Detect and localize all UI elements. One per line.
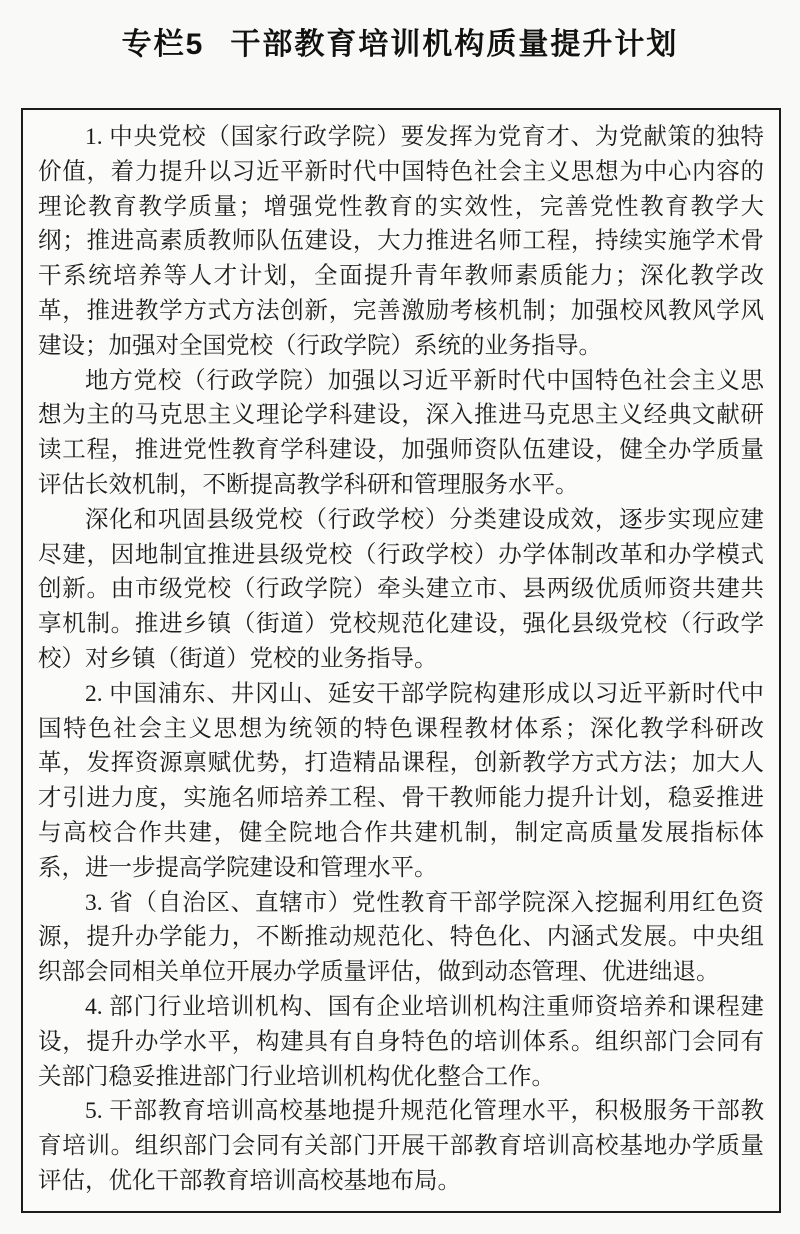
paragraph-1: 1. 中央党校（国家行政学院）要发挥为党育才、为党献策的独特价值，着力提升以习近平新时代中国特色社会主义思想为中心内容的理论教育教学质量；增强党性教育的实效性，完善党性教育教学大纲；推进高素质教师队伍建设，大力推进名师工程，持续实施学术骨干系统培养等人才计划，全面提升青年教师素质能力；深化教学改革，推进教学方式方法创新，完善激励考核机制；加强校风教风学风建设；加强对全国党校（行政学院）系统的业务指导。 [38, 124, 764, 359]
box-content [38, 120, 764, 1199]
paragraph-2: 地方党校（行政学院）加强以习近平新时代中国特色社会主义思想为主的马克思主义理论学科建设，深入推进马克思主义经典文献研读工程，推进党性教育学科建设，加强师资队伍建设，健全办学质量评估长效机制，不断提高教学科研和管理服务水平。 [38, 367, 764, 498]
page-title-prefix: 专栏5 [121, 28, 205, 61]
paragraph-7: 5. 干部教育培训高校基地提升规范化管理水平，积极服务干部教育培训。组织部门会同有关部门开展干部教育培训高校基地办学质量评估，优化干部教育培训高校基地布局。 [38, 1098, 764, 1194]
content-box [21, 108, 781, 1213]
paragraph-6: 4. 部门行业培训机构、国有企业培训机构注重师资培养和课程建设，提升办学水平，构建具有自身特色的培训体系。组织部门会同有关部门稳妥推进部门行业培训机构优化整合工作。 [38, 993, 764, 1090]
paragraph-5: 3. 省（自治区、直辖市）党性教育干部学院深入挖掘利用红色资源，提升办学能力，不断推动规范化、特色化、内涵式发展。中央组织部会同相关单位开展办学质量评估，做到动态管理、优进绌退。 [38, 889, 764, 986]
paragraph-3: 深化和巩固县级党校（行政学校）分类建设成效，逐步实现应建尽建，因地制宜推进县级党校（行政学校）办学体制改革和办学模式创新。由市级党校（行政学院）牵头建立市、县两级优质师资共建共享机制。推进乡镇（街道）党校规范化建设，强化县级党校（行政学校）对乡镇（街道）党校的业务指导。 [38, 506, 764, 672]
page-title-main: 干部教育培训机构质量提升计划 [230, 28, 679, 61]
paragraph-4: 2. 中国浦东、井冈山、延安干部学院构建形成以习近平新时代中国特色社会主义思想为统领的特色课程教材体系；深化教学科研改革，发挥资源禀赋优势，打造精品课程，创新教学方式方法；加大人才引进力度，实施名师培养工程、骨干教师能力提升计划，稳妥推进与高校合作共建，健全院地合作共建机制，制定高质量发展指标体系，进一步提高学院建设和管理水平。 [38, 680, 764, 881]
page-title [0, 0, 800, 64]
